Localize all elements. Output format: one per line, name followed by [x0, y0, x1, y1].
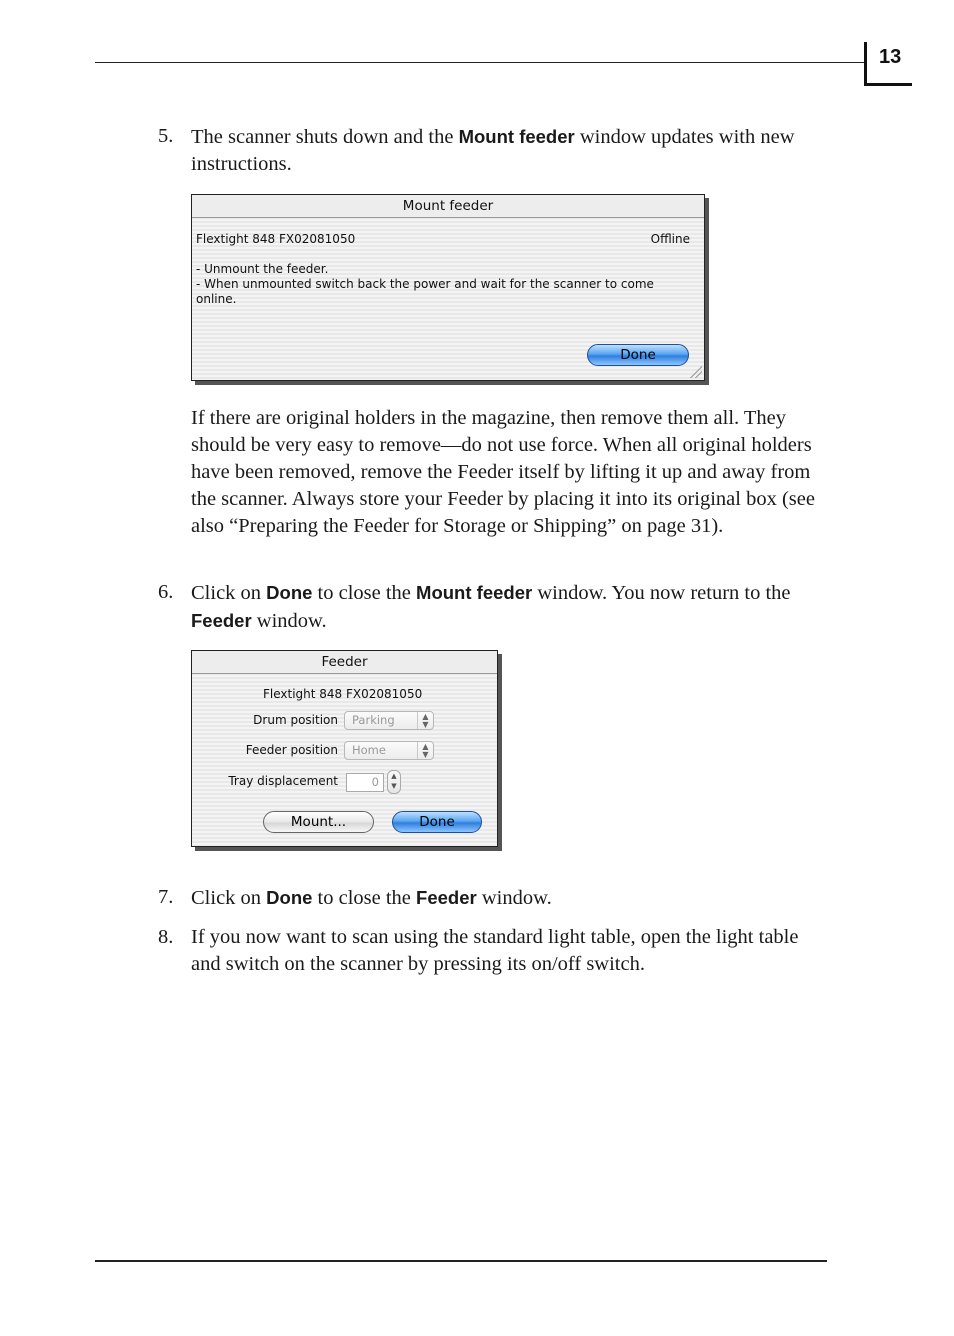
footer-rule [95, 1260, 827, 1262]
step-number: 5. [158, 125, 174, 147]
instruction-line: - Unmount the feeder. [196, 262, 329, 276]
step-number: 6. [158, 581, 174, 603]
step-number: 7. [158, 886, 174, 908]
step-7 [158, 884, 828, 912]
header-rule [95, 62, 865, 63]
instruction-line: online. [196, 292, 237, 306]
feeder-window [191, 650, 498, 847]
feeder-position-popup[interactable]: Home ▲ ▼ [344, 741, 434, 760]
ui-term: Done [266, 887, 313, 908]
ui-term: Feeder [191, 610, 252, 631]
step-6 [158, 579, 828, 635]
tray-displacement-field[interactable]: 0 [346, 773, 384, 792]
window-title: Mount feeder [192, 195, 704, 218]
step-text: Click on Done to close the Feeder window. [191, 887, 552, 909]
tray-displacement-label: Tray displacement [228, 774, 338, 788]
ui-term: Feeder [416, 887, 477, 908]
window-title: Feeder [192, 651, 497, 674]
popup-arrows-icon: ▲ ▼ [417, 712, 433, 729]
tray-displacement-stepper[interactable]: ▲ ▼ [387, 770, 401, 794]
scanner-name: Flextight 848 FX02081050 [196, 232, 356, 246]
step-text: Click on Done to close the Mount feeder window. You now return to the Feeder window. [191, 582, 791, 632]
feeder-position-label: Feeder position [245, 743, 338, 757]
resize-grip-icon[interactable] [690, 366, 702, 378]
popup-arrows-icon: ▲ ▼ [417, 742, 433, 759]
step-text: If you now want to scan using the standard light table, open the light table and switch on the scanner by pressing its on/off switch. [191, 926, 799, 975]
step-text: The scanner shuts down and the Mount feeder window updates with new instructions. [191, 126, 795, 175]
instruction-line: - When unmounted switch back the power and wait for the scanner to come [196, 277, 654, 291]
body-paragraph: If there are original holders in the magazine, then remove them all. They should be very easy to remove—do not use force. When all original holders have been removed, remove the Feeder itself by lifting it up and away from the scanner. Always store your Feeder by placing it into its original box (see also “Preparing the Feeder for Storage or Shipping” on page 31). [191, 407, 815, 537]
step-number: 8. [158, 926, 174, 948]
ui-term: Mount feeder [416, 582, 533, 603]
scanner-name: Flextight 848 FX02081050 [263, 687, 423, 701]
mount-button[interactable]: Mount... [263, 811, 374, 833]
scanner-status: Offline [650, 232, 690, 246]
step-5 [158, 123, 828, 178]
ui-term: Done [266, 582, 313, 603]
step-8 [158, 924, 828, 978]
page-number: 13 [879, 46, 902, 68]
ui-term: Mount feeder [458, 126, 575, 147]
done-button[interactable]: Done [587, 344, 689, 366]
mount-feeder-window [191, 194, 705, 381]
drum-position-label: Drum position [253, 713, 338, 727]
drum-position-popup[interactable]: Parking ▲ ▼ [344, 711, 434, 730]
done-button[interactable]: Done [392, 811, 482, 833]
